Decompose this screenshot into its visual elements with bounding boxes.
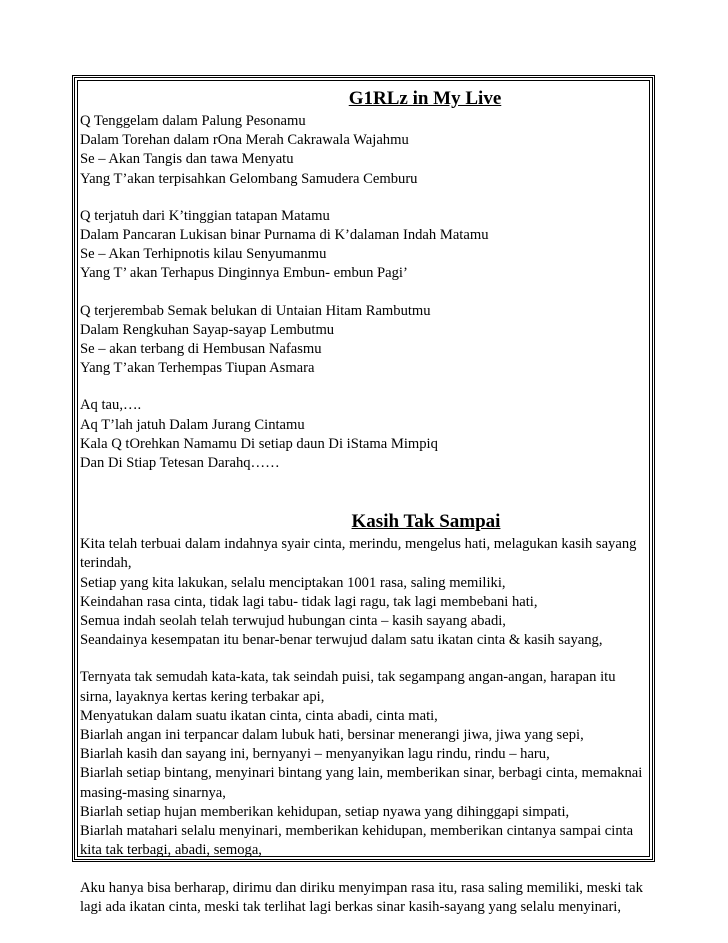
text-line: Biarlah setiap bintang, menyinari bintang yang lain, memberikan sinar, berbagi cinta, memaknai: [80, 765, 643, 782]
stanza: [80, 396, 650, 473]
verse-line: Kala Q tOrehkan Namamu Di setiap daun Di iStama Mimpiq: [80, 435, 438, 452]
text-line: Semua indah seolah telah terwujud hubungan cinta – kasih sayang abadi,: [80, 613, 506, 630]
poem-girlz: [80, 112, 650, 473]
verse-line: Dan Di Stiap Tetesan Darahq……: [80, 455, 280, 472]
text-line: Biarlah matahari selalu menyinari, memberikan kehidupan, memberikan cintanya sampai cinta: [80, 823, 634, 840]
verse-line: Q terjatuh dari K’tinggian tatapan Matamu: [80, 207, 330, 224]
text-line: kita tak terbagi, abadi, semoga,: [80, 842, 262, 859]
text-line: masing-masing sinarnya,: [80, 784, 226, 801]
verse-line: Dalam Torehan dalam rOna Merah Cakrawala Wajahmu: [80, 132, 409, 149]
verse-line: Yang T’ akan Terhapus Dinginnya Embun- embun Pagi’: [80, 265, 408, 282]
document-body: [80, 86, 650, 935]
stanza: [80, 112, 650, 189]
text-line: Biarlah kasih dan sayang ini, bernyanyi – menyanyikan lagu rindu, rindu – haru,: [80, 746, 550, 763]
text-line: Aku hanya bisa berharap, dirimu dan diriku menyimpan rasa itu, rasa saling memiliki, meski tak: [80, 879, 643, 896]
verse-line: Q Tenggelam dalam Palung Pesonamu: [80, 113, 306, 129]
paragraph: [80, 879, 650, 917]
text-line: Setiap yang kita lakukan, selalu menciptakan 1001 rasa, saling memiliki,: [80, 574, 506, 591]
verse-line: Se – Akan Tangis dan tawa Menyatu: [80, 151, 294, 168]
verse-line: Dalam Pancaran Lukisan binar Purnama di K’dalaman Indah Matamu: [80, 227, 489, 244]
text-line: Kita telah terbuai dalam indahnya syair cinta, merindu, mengelus hati, melagukan kasih sayang: [80, 536, 637, 553]
stanza: [80, 207, 650, 284]
verse-line: Dalam Rengkuhan Sayap-sayap Lembutmu: [80, 321, 335, 338]
poem-kasih-tak-sampai: [80, 535, 650, 917]
paragraph: [80, 668, 650, 860]
poem-title-kasih: Kasih Tak Sampai: [351, 511, 501, 533]
text-line: sirna, layaknya kertas kering terbakar api,: [80, 688, 325, 705]
paragraph: [80, 535, 650, 650]
verse-line: Aq T’lah jatuh Dalam Jurang Cintamu: [80, 416, 305, 433]
text-line: Menyatukan dalam suatu ikatan cinta, cinta abadi, cinta mati,: [80, 707, 438, 724]
verse-line: Yang T’akan terpisahkan Gelombang Samudera Cemburu: [80, 170, 418, 187]
text-line: Biarlah angan ini terpancar dalam lubuk hati, bersinar menerangi jiwa, jiwa yang sepi,: [80, 727, 584, 744]
text-line: Biarlah setiap hujan memberikan kehidupan, setiap nyawa yang dihinggapi simpati,: [80, 803, 570, 820]
verse-line: Aq tau,….: [80, 397, 142, 414]
poem-title-girlz: G1RLz in My Live: [348, 88, 502, 109]
verse-line: Se – akan terbang di Hembusan Nafasmu: [80, 341, 322, 358]
verse-line: Yang T’akan Terhempas Tiupan Asmara: [80, 360, 315, 377]
stanza: [80, 302, 650, 379]
text-line: Seandainya kesempatan itu benar-benar terwujud dalam satu ikatan cinta & kasih sayang,: [80, 632, 603, 649]
text-line: lagi ada ikatan cinta, meski tak terlihat lagi berkas sinar kasih-sayang yang selalu menyinari,: [80, 898, 622, 915]
text-line: terindah,: [80, 555, 132, 572]
verse-line: Q terjerembab Semak belukan di Untaian Hitam Rambutmu: [80, 302, 431, 319]
text-line: Ternyata tak semudah kata-kata, tak seindah puisi, tak segampang angan-angan, harapan itu: [80, 669, 616, 686]
text-line: Keindahan rasa cinta, tidak lagi tabu- tidak lagi ragu, tak lagi membebani hati,: [80, 593, 538, 610]
verse-line: Se – Akan Terhipnotis kilau Senyumanmu: [80, 246, 327, 263]
